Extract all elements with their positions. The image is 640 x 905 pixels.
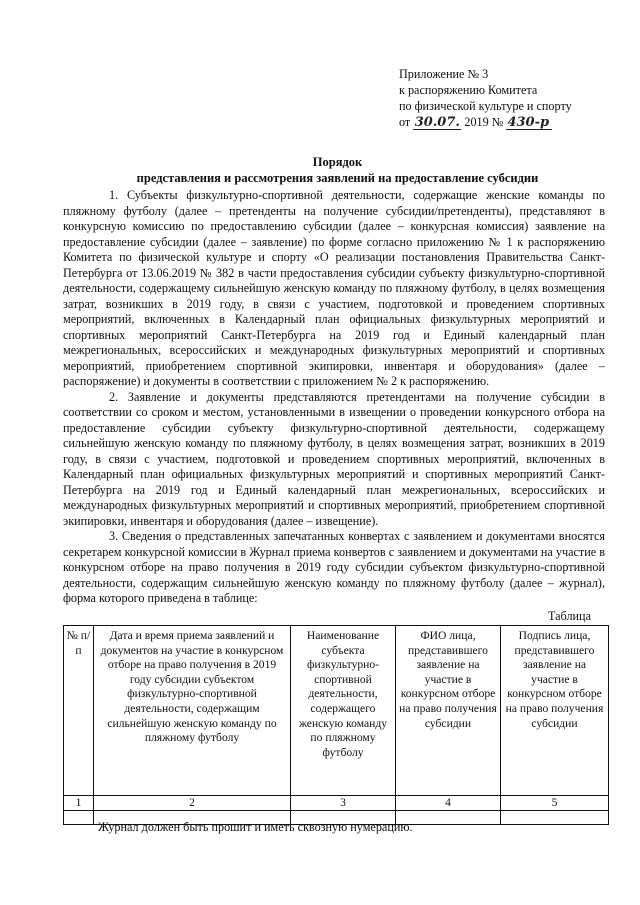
empty-cell bbox=[501, 811, 609, 825]
header-cell-fullname: ФИО лица, представившего заявление на участие в конкурсном отборе на право получения субсидии bbox=[396, 626, 501, 796]
table-number-row bbox=[64, 796, 609, 811]
column-number-cell: 1 bbox=[64, 796, 94, 811]
journal-table bbox=[63, 625, 609, 825]
handwritten-number: 430-р bbox=[506, 116, 552, 130]
footer-note: Журнал должен быть прошит и иметь сквозную нумерацию. bbox=[98, 820, 413, 834]
document-title: Порядок bbox=[312, 155, 363, 169]
paragraph-2: 2. Заявление и документы представляются претендентами на получение субсидии в соответствии со сроком и местом, установленными в извещении о проведении конкурсного отбора на предоставление субсидии субъекту физкультурно-спортивной деятельности, содержащему сильнейшую женскую команду по пляжному футболу, в целях возмещения затрат, возникших в 2019 году, в связи с участием, подготовкой и проведением спортивных мероприятий, включенных в Календарный план официальных физкультурных мероприятий и спортивных мероприятий Санкт-Петербурга на 2019 год и Единый календарный план межрегиональных, всероссийских и международных физкультурных мероприятий и спортивных мероприятий, приобретением спортивной экипировки, инвентаря и оборудования (далее – извещение). bbox=[63, 389, 605, 528]
column-number-cell: 3 bbox=[291, 796, 396, 811]
appendix-number: Приложение № 3 bbox=[399, 67, 489, 81]
date-prefix: от bbox=[399, 115, 411, 129]
appendix-committee: по физической культуре и спорту bbox=[399, 99, 572, 113]
document-body bbox=[63, 188, 605, 607]
header-cell-number: № п/п bbox=[64, 626, 94, 796]
year-label: 2019 № bbox=[464, 115, 504, 129]
column-number-cell: 4 bbox=[396, 796, 501, 811]
header-cell-datetime: Дата и время приема заявлений и документов на участие в конкурсном отборе на право получения в 2019 году субсидии субъектом физкультурно-спортивной деятельности, содержащим сильнейшую женскую команду по пляжному футболу bbox=[94, 626, 291, 796]
table-caption: Таблица bbox=[548, 609, 591, 623]
appendix-order-ref: к распоряжению Комитета bbox=[399, 83, 538, 97]
empty-cell bbox=[64, 811, 94, 825]
header-cell-signature: Подпись лица, представившего заявление на участие в конкурсном отборе на право получения субсидии bbox=[501, 626, 609, 796]
paragraph-1: 1. Субъекты физкультурно-спортивной деятельности, содержащие женские команды по пляжному футболу (далее – претенденты на получение субсидии/претенденты), представляют в конкурсную комиссию по предоставлению субсидии (далее – конкурсная комиссия) заявление на предоставление субсидии (далее – заявление) по форме согласно приложению № 1 к распоряжению Комитета по физической культуре и спорту «О реализации постановления Правительства Санкт-Петербурга от 13.06.2019 № 382 в части предоставления субсидии субъекту физкультурно-спортивной деятельности, содержащему сильнейшую женскую команду по пляжному футболу, в целях возмещения затрат, возникших в 2019 году, в связи с участием, подготовкой и проведением спортивных мероприятий, включенных в Календарный план официальных физкультурных мероприятий и спортивных мероприятий Санкт-Петербурга на 2019 год и Единый календарный план межрегиональных, всероссийских и международных физкультурных мероприятий и спортивных мероприятий, приобретением спортивной экипировки, инвентаря и оборудования» (далее – распоряжение) и документы в соответствии с приложением № 2 к распоряжению. bbox=[63, 188, 605, 388]
column-number-cell: 5 bbox=[501, 796, 609, 811]
table-header-row bbox=[64, 626, 609, 796]
column-number-cell: 2 bbox=[94, 796, 291, 811]
appendix-header bbox=[399, 66, 609, 130]
paragraph-3: 3. Сведения о представленных запечатанных конвертах с заявлением и документами вносятся секретарем конкурсной комиссии в Журнал приема конвертов с заявлением и документами на участие в конкурсном отборе на право получения в 2019 году субсидии субъектом физкультурно-спортивной деятельности, содержащим сильнейшую женскую команду по пляжному футболу (далее – журнал), форма которого приведена в таблице: bbox=[63, 529, 605, 605]
document-subtitle: представления и рассмотрения заявлений на предоставление субсидии bbox=[136, 171, 539, 185]
header-cell-organization: Наименование субъекта физкультурно-спортивной деятельности, содержащего женскую команду по пляжному футболу bbox=[291, 626, 396, 796]
appendix-date-line bbox=[399, 114, 609, 130]
handwritten-date: 30.07. bbox=[414, 115, 460, 130]
